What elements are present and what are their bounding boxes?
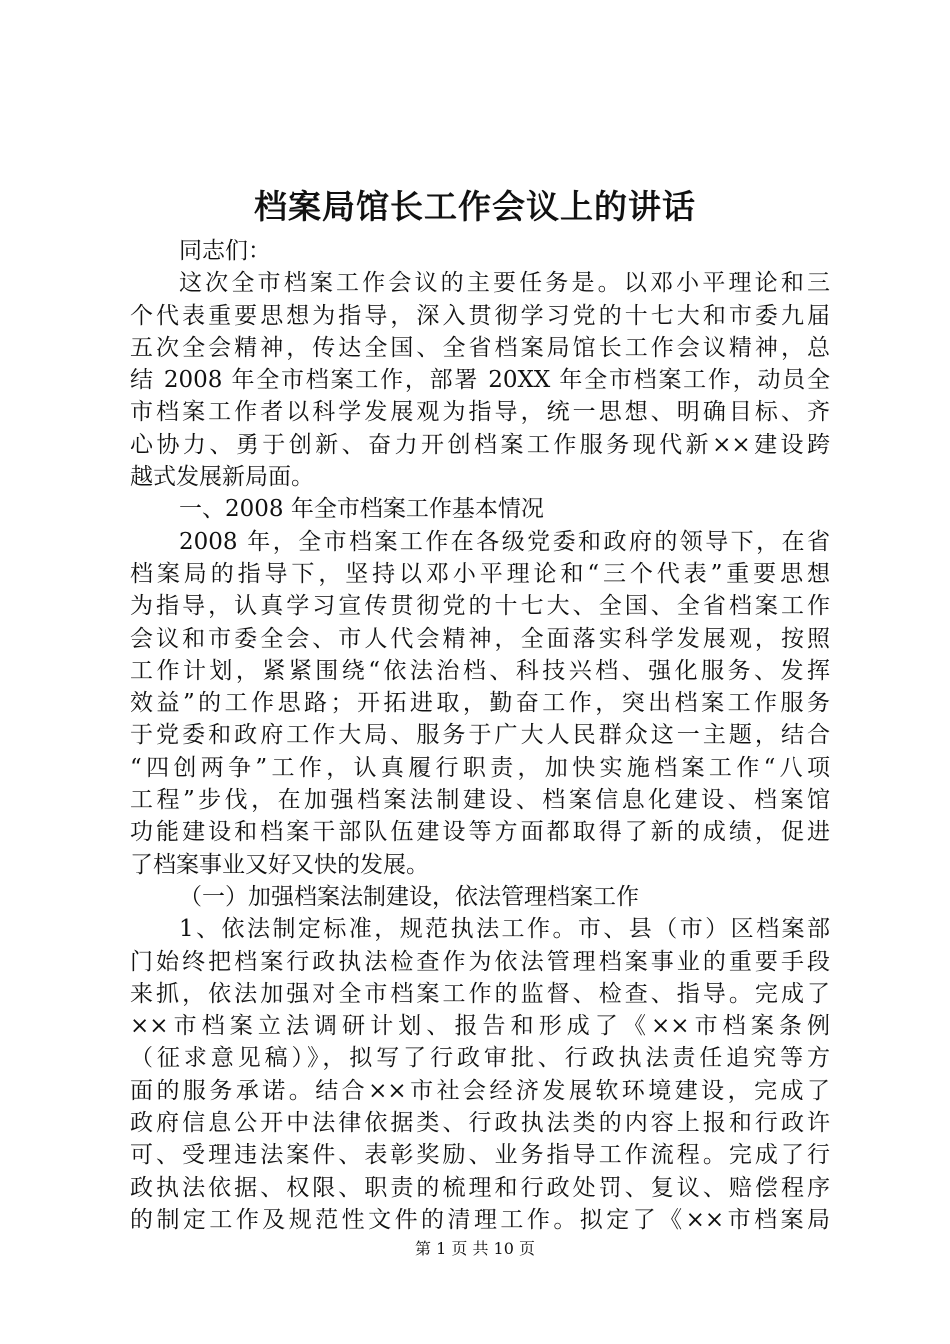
section-heading: 一、2008 年全市档案工作基本情况 — [179, 496, 544, 523]
body-line: 个代表重要思想为指导，深入贯彻学习党的十七大和市委九届 — [130, 302, 830, 329]
body-line: 政执法依据、权限、职责的梳理和行政处罚、复议、赔偿程序 — [130, 1174, 830, 1201]
body-line: 效益”的工作思路；开拓进取，勤奋工作，突出档案工作服务 — [130, 690, 830, 717]
body-line: 档案局的指导下，坚持以邓小平理论和“三个代表”重要思想 — [130, 560, 830, 587]
salutation-line: 同志们： — [179, 238, 271, 264]
body-line: “四创两争”工作，认真履行职责，加快实施档案工作“八项 — [130, 754, 830, 781]
body-line: 政府信息公开中法律依据类、行政执法类的内容上报和行政许 — [130, 1110, 830, 1137]
body-line: 为指导，认真学习宣传贯彻党的十七大、全国、全省档案工作 — [130, 593, 830, 620]
body-line: 的制定工作及规范性文件的清理工作。拟定了《××市档案局 — [130, 1206, 830, 1233]
body-line: 功能建设和档案干部队伍建设等方面都取得了新的成绩，促进 — [130, 819, 830, 846]
body-line: 心协力、勇于创新、奋力开创档案工作服务现代新××建设跨 — [130, 431, 830, 458]
subsection-heading: （一）加强档案法制建设，依法管理档案工作 — [179, 883, 639, 910]
body-line: ××市档案立法调研计划、报告和形成了《××市档案条例 — [130, 1013, 830, 1040]
body-line: 会议和市委全会、市人代会精神，全面落实科学发展观，按照 — [130, 625, 830, 652]
body-line: 门始终把档案行政执法检查作为依法管理档案事业的重要手段 — [130, 948, 830, 975]
body-line: 1、依法制定标准，规范执法工作。市、县（市）区档案部 — [179, 916, 830, 943]
body-line: 结 2008 年全市档案工作，部署 20XX 年全市档案工作，动员全 — [130, 367, 830, 394]
document-title: 档案局馆长工作会议上的讲话 — [254, 187, 696, 226]
body-line: 工作计划，紧紧围绕“依法治档、科技兴档、强化服务、发挥 — [130, 657, 830, 684]
body-line: 了档案事业又好又快的发展。 — [130, 851, 429, 878]
page-number: 第 1 页 共 10 页 — [415, 1239, 535, 1258]
body-line: 可、受理违法案件、表彰奖励、业务指导工作流程。完成了行 — [130, 1142, 830, 1169]
body-line: 来抓，依法加强对全市档案工作的监督、检查、指导。完成了 — [130, 980, 830, 1007]
body-line: 越式发展新局面。 — [130, 464, 314, 491]
document-body — [130, 235, 830, 1236]
body-line: （征求意见稿）》，拟写了行政审批、行政执法责任追究等方 — [130, 1045, 830, 1072]
body-line: 这次全市档案工作会议的主要任务是。以邓小平理论和三 — [179, 270, 830, 297]
body-line: 于党委和政府工作大局、服务于广大人民群众这一主题，结合 — [130, 722, 830, 749]
body-line: 五次全会精神，传达全国、全省档案局馆长工作会议精神，总 — [130, 334, 830, 361]
body-line: 工程”步伐，在加强档案法制建设、档案信息化建设、档案馆 — [130, 787, 830, 814]
body-line: 2008 年，全市档案工作在各级党委和政府的领导下，在省 — [179, 528, 830, 555]
body-line: 市档案工作者以科学发展观为指导，统一思想、明确目标、齐 — [130, 399, 830, 426]
body-line: 面的服务承诺。结合××市社会经济发展软环境建设，完成了 — [130, 1077, 830, 1104]
